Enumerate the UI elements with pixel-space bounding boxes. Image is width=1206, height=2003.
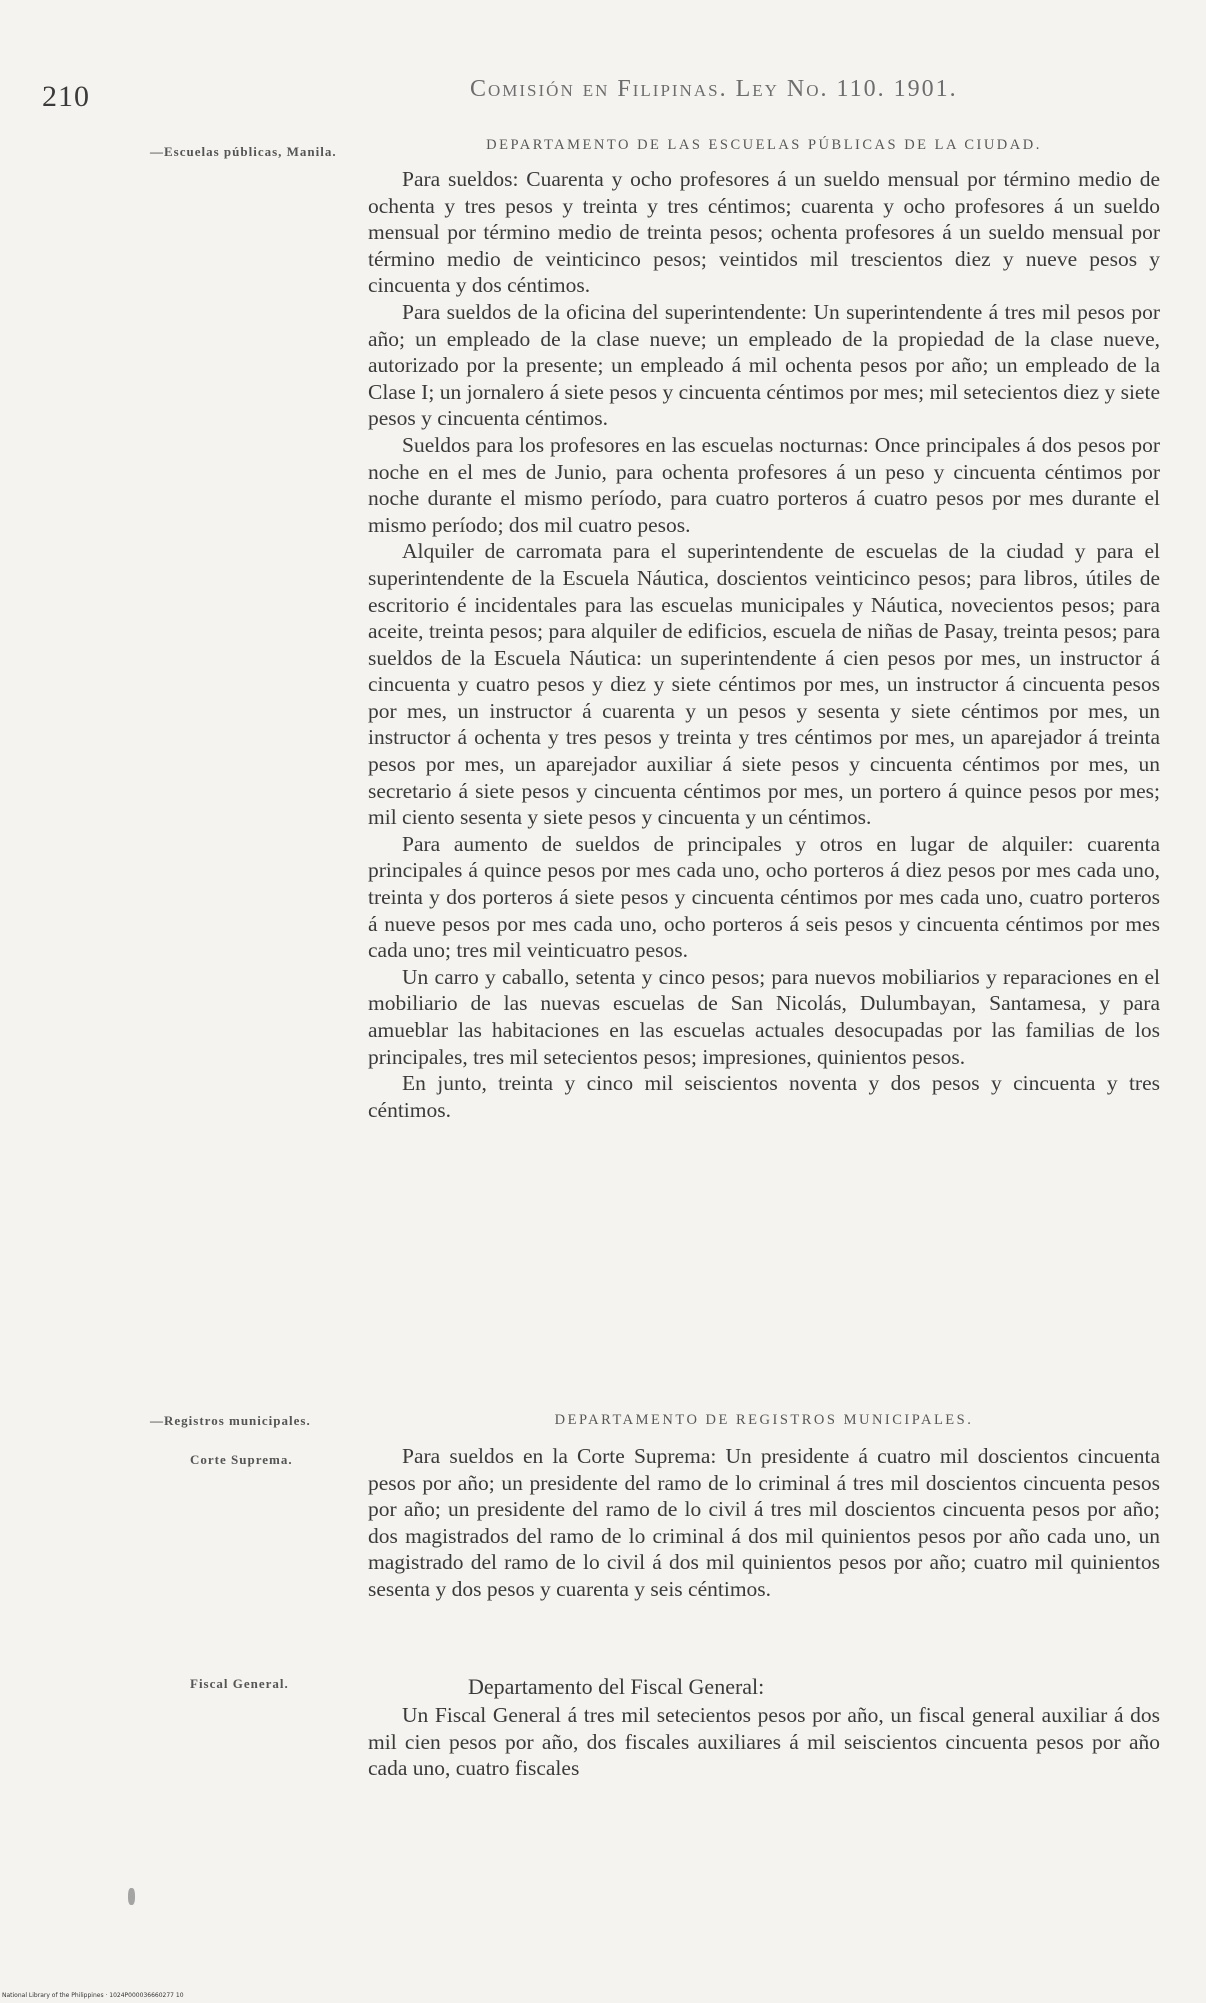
margin-note-corte-suprema: Corte Suprema. <box>190 1452 293 1467</box>
ink-smudge <box>128 1888 135 1905</box>
running-head: Comisión en Filipinas. Ley No. 110. 1901. <box>470 76 958 102</box>
page-number: 210 <box>42 80 90 113</box>
paragraph: En junto, treinta y cinco mil seiscientos noventa y dos pesos y cincuenta y tres céntimos. <box>368 1071 1160 1122</box>
section-escuelas-body <box>368 166 1160 1123</box>
margin-note-escuelas: —Escuelas públicas, Manila. <box>150 144 337 159</box>
paragraph: Para sueldos en la Corte Suprema: Un presidente á cuatro mil doscientos cincuenta pesos por año; un presidente del ramo de lo criminal á tres mil doscientos cincuenta pesos por año; un presidente del ramo de lo civil á tres mil doscientos cincuenta pesos por año; dos magistrados del ramo de lo criminal á dos mil quinientos pesos por año cada uno, un magistrado del ramo de lo civil á dos mil quinientos pesos por año; cuatro mil quinientos sesenta y dos pesos y cuarenta y seis céntimos. <box>368 1444 1160 1601</box>
paragraph: Un carro y caballo, setenta y cinco pesos; para nuevos mobiliarios y reparaciones en el mobiliario de las nuevas escuelas de San Nicolás, Dulumbayan, Santamesa, y para amueblar las habitaciones en las escuelas actuales desocupadas por las familias de los principales, tres mil setecientos pesos; impresiones, quinientos pesos. <box>368 964 1160 1069</box>
section-heading-registros: DEPARTAMENTO DE REGISTROS MUNICIPALES. <box>554 1412 974 1428</box>
paragraph: Para sueldos: Cuarenta y ocho profesores á un sueldo mensual por término medio de ochenta y tres pesos y treinta y tres céntimos; cuarenta y ocho profesores á un sueldo mensual por término medio de treinta pesos; ochenta profesores á un sueldo mensual por término medio de veinticinco pesos; veintidos mil trescientos diez y nueve pesos y cincuenta y dos céntimos. <box>368 167 1160 298</box>
paragraph: Un Fiscal General á tres mil setecientos pesos por año, un fiscal general auxiliar á dos mil cien pesos por año, dos fiscales auxiliares á mil seiscientos cincuenta pesos por año cada uno, cuatro fiscales <box>368 1703 1160 1781</box>
paragraph: Alquiler de carromata para el superintendente de escuelas de la ciudad y para el superintendente de la Escuela Náutica, doscientos veinticinco pesos; para libros, útiles de escritorio é incidentales para las escuelas municipales y Náutica, novecientos pesos; para aceite, treinta pesos; para alquiler de edificios, escuela de niñas de Pasay, treinta pesos; para sueldos de la Escuela Náutica: un superintendente á cien pesos por mes, un instructor á cincuenta y cuatro pesos y diez y siete céntimos por mes, un instructor á cincuenta pesos por mes, un instructor á cuarenta y un pesos y sesenta y siete céntimos por mes, un instructor á ochenta y tres pesos y treinta y tres céntimos por mes, un aparejador á treinta pesos por mes, un aparejador auxiliar á siete pesos y cincuenta céntimos por mes, un secretario á siete pesos y cincuenta céntimos por mes, un portero á quince pesos por mes; mil ciento sesenta y siete pesos y cincuenta y un céntimos. <box>368 539 1160 830</box>
section-heading-escuelas: DEPARTAMENTO DE LAS ESCUELAS PÚBLICAS DE LA CIUDAD. <box>486 137 1042 153</box>
fiscal-general-body <box>368 1702 1160 1782</box>
margin-note-fiscal-general: Fiscal General. <box>190 1676 289 1691</box>
paragraph: Sueldos para los profesores en las escuelas nocturnas: Once principales á dos pesos por noche en el mes de Junio, para ochenta profesores á un peso y cincuenta céntimos por noche durante el mismo período, para cuatro porteros á cuatro pesos por mes durante el mismo período; dos mil cuatro pesos. <box>368 432 1160 537</box>
paragraph: Para aumento de sueldos de principales y otros en lugar de alquiler: cuarenta principales á quince pesos por mes cada uno, ocho porteros á diez pesos por mes cada uno, treinta y dos porteros á siete pesos y cincuenta céntimos por mes cada uno, cuatro porteros á nueve pesos por mes cada uno, ocho porteros á seis pesos y cincuenta céntimos por mes cada uno; tres mil veinticuatro pesos. <box>368 831 1160 963</box>
section-registros-body <box>368 1443 1160 1603</box>
margin-note-registros: —Registros municipales. <box>150 1413 311 1428</box>
paragraph: Para sueldos de la oficina del superintendente: Un superintendente á tres mil pesos por año; un empleado de la clase nueve; un empleado de la propiedad de la clase nueve, autorizado por la presente; un empleado á mil ochenta pesos por año; un empleado de la Clase I; un jornalero á siete pesos y cincuenta céntimos por mes; mil setecientos diez y siete pesos y cincuenta céntimos. <box>368 299 1160 431</box>
fiscal-general-subheading: Departamento del Fiscal General: <box>468 1674 765 1699</box>
library-credit: National Library of the Philippines · 1024P000036660277 10 <box>2 1992 184 1999</box>
